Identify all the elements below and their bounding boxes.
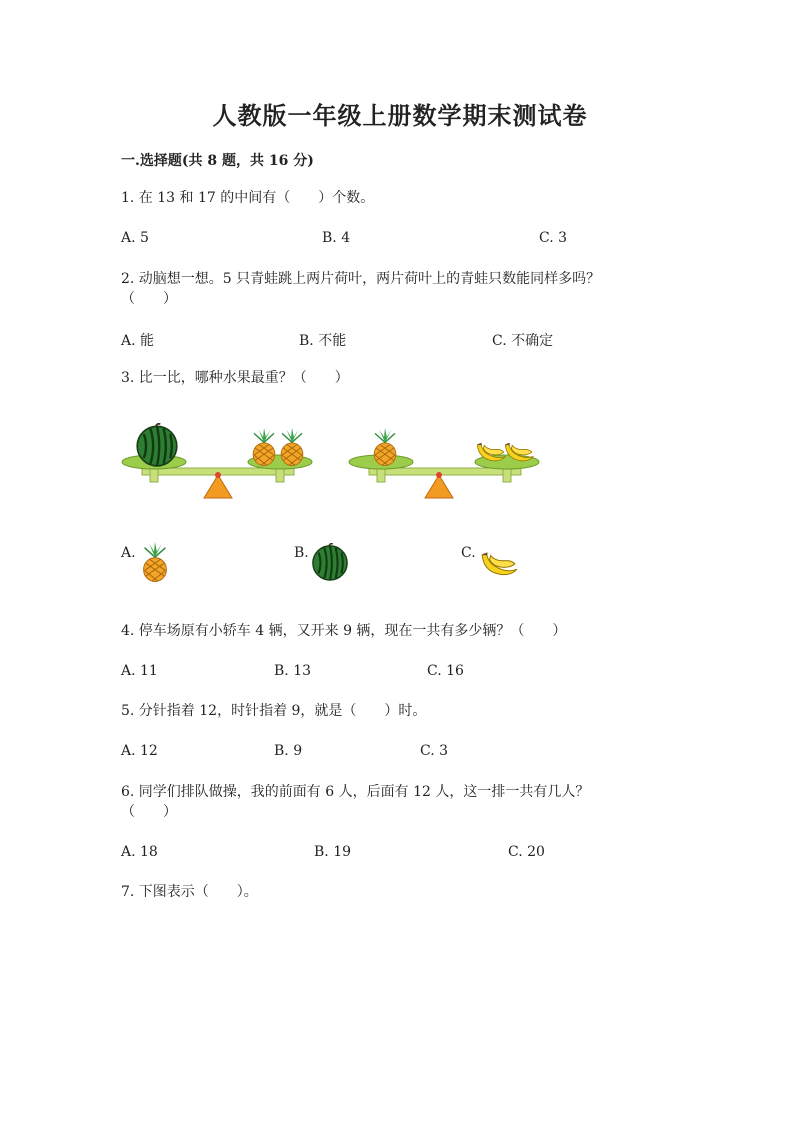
pineapple-icon bbox=[138, 542, 172, 582]
q3-option-a[interactable]: A. bbox=[121, 545, 136, 561]
q1-option-c[interactable]: C. 3 bbox=[539, 230, 568, 246]
watermelon-icon bbox=[135, 423, 179, 467]
q4-option-b[interactable]: B. 13 bbox=[274, 663, 312, 679]
question-5: 5. 分针指着 12，时针指着 9，就是（ ）时。 bbox=[121, 703, 427, 719]
question-2-blank: （ ） bbox=[121, 291, 177, 307]
question-4: 4. 停车场原有小轿车 4 辆，又开来 9 辆，现在一共有多少辆？（ ） bbox=[121, 623, 567, 639]
question-2: 2. 动脑想一想。5 只青蛙跳上两片荷叶，两片荷叶上的青蛙只数能同样多吗？ bbox=[121, 271, 601, 287]
question-3: 3. 比一比，哪种水果最重？（ ） bbox=[121, 370, 349, 386]
page-title: 人教版一年级上册数学期末测试卷 bbox=[212, 101, 588, 130]
q5-option-c[interactable]: C. 3 bbox=[420, 743, 449, 759]
section-heading: 一.选择题(共 8 题，共 16 分) bbox=[121, 153, 314, 169]
question-6: 6. 同学们排队做操，我的前面有 6 人，后面有 12 人，这一排一共有几人？ bbox=[121, 784, 590, 800]
question-6-blank: （ ） bbox=[121, 804, 177, 820]
q2-option-b[interactable]: B. 不能 bbox=[299, 333, 347, 349]
question-1: 1. 在 13 和 17 的中间有（ ）个数。 bbox=[121, 190, 375, 206]
q5-option-b[interactable]: B. 9 bbox=[274, 743, 303, 759]
banana-icon bbox=[502, 440, 536, 466]
q5-option-a[interactable]: A. 12 bbox=[121, 743, 158, 759]
q2-option-a[interactable]: A. 能 bbox=[121, 333, 155, 349]
q3-option-c[interactable]: C. bbox=[461, 545, 476, 561]
q6-option-a[interactable]: A. 18 bbox=[121, 844, 158, 860]
q1-option-b[interactable]: B. 4 bbox=[322, 230, 351, 246]
watermelon-icon bbox=[311, 543, 349, 581]
q4-option-c[interactable]: C. 16 bbox=[427, 663, 464, 679]
q2-option-c[interactable]: C. 不确定 bbox=[492, 333, 554, 349]
question-7: 7. 下图表示（ ）。 bbox=[121, 884, 258, 900]
pineapple-icon bbox=[276, 428, 308, 466]
q6-option-c[interactable]: C. 20 bbox=[508, 844, 545, 860]
q4-option-a[interactable]: A. 11 bbox=[121, 663, 158, 679]
q1-option-a[interactable]: A. 5 bbox=[121, 230, 149, 246]
pineapple-icon bbox=[369, 428, 401, 466]
q3-option-b[interactable]: B. bbox=[294, 545, 309, 561]
banana-icon bbox=[478, 549, 520, 581]
q6-option-b[interactable]: B. 19 bbox=[314, 844, 352, 860]
